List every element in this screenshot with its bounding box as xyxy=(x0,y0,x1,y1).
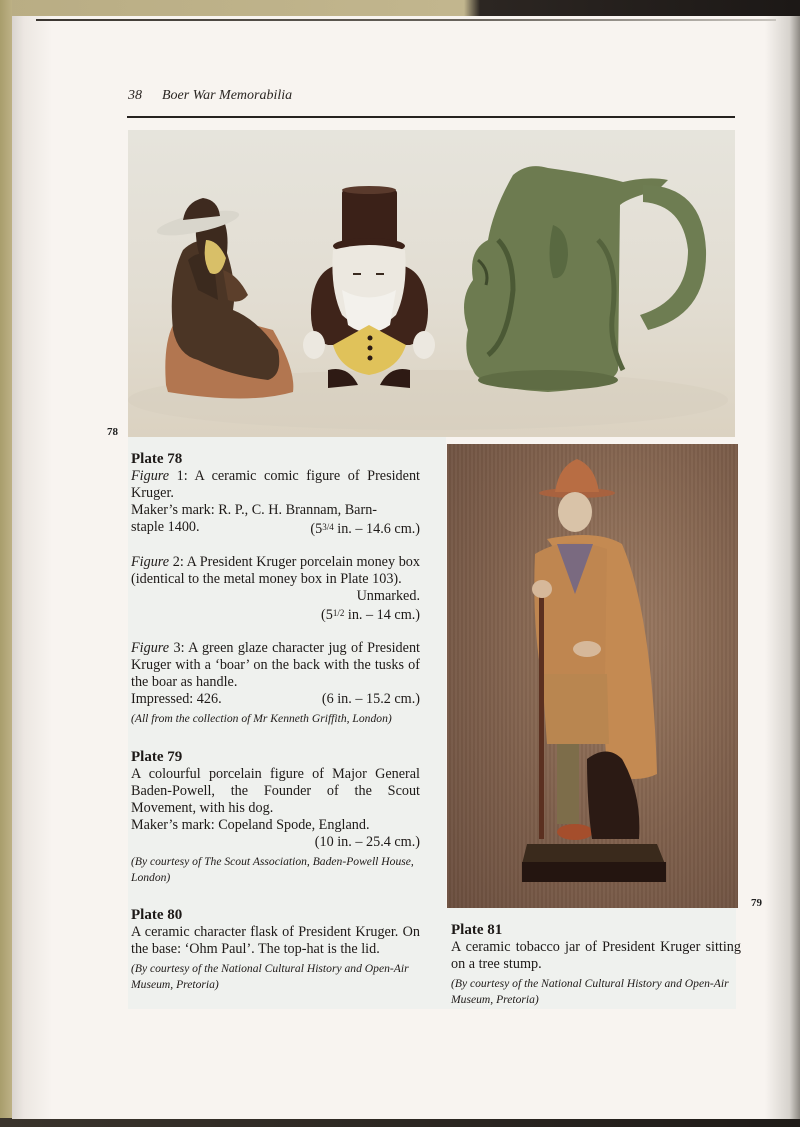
seated-kruger-figure xyxy=(155,198,293,399)
plate-79-size: (10 in. – 25.4 cm.) xyxy=(314,834,420,850)
running-head xyxy=(128,88,292,104)
baden-powell-figure-illustration xyxy=(447,444,738,908)
plate-81-credit: (By courtesy of the National Cultural History and Open-Air Museum, Pretoria) xyxy=(451,977,729,1006)
plate-78-figure-1: Figure 1: A ceramic comic figure of President Kruger. xyxy=(131,468,420,501)
plate-78-figure-2-size: ($5^{1/2}$ in. – 14 cm.) xyxy=(321,607,420,623)
caption-plate-80 xyxy=(131,906,420,993)
plate-79-credit: (By courtesy of The Scout Association, Baden-Powell House, London) xyxy=(131,855,414,884)
caption-plate-79 xyxy=(131,748,420,886)
caption-plate-81 xyxy=(451,921,741,1008)
scan-background-left xyxy=(0,0,12,1127)
page-number: 38 xyxy=(128,88,142,103)
plate-79-text: A colourful porcelain figure of Major General Baden-Powell, the Founder of the Scout Movement, with his dog. xyxy=(131,766,420,816)
plate-79-title: Plate 79 xyxy=(131,749,183,765)
plate-78-figure-3: Figure 3: A green glaze character jug of President Kruger with a ‘boar’ on the back with the tusks of the boar as handle. xyxy=(131,640,420,690)
scan-background-bottom xyxy=(0,1118,800,1127)
page-edge xyxy=(36,19,776,21)
plate-80-text: A ceramic character flask of President Kruger. On the base: ‘Ohm Paul’. The top-hat is the lid. xyxy=(131,924,420,957)
plate-78-figure-1-maker: Maker’s mark: R. P., C. H. Brannam, Barn- xyxy=(131,502,378,518)
photo-plate-79 xyxy=(447,444,738,908)
plate-78-title: Plate 78 xyxy=(131,451,183,467)
plate-number-79: 79 xyxy=(751,897,762,909)
plate-81-title: Plate 81 xyxy=(451,922,503,938)
plate-78-figure-2: Figure 2: A President Kruger porcelain money box (identical to the metal money box in Plate 103). xyxy=(131,554,420,587)
photo-plate-78 xyxy=(128,130,735,437)
green-face-jug xyxy=(464,166,706,392)
caption-plate-78 xyxy=(131,450,420,727)
plate-number-78: 78 xyxy=(107,426,118,438)
plate-80-credit: (By courtesy of the National Cultural History and Open-Air Museum, Pretoria) xyxy=(131,962,409,991)
plate-78-figure-2-mark: Unmarked. xyxy=(356,588,420,604)
top-hat-money-box xyxy=(303,186,435,388)
ceramic-figures-illustration xyxy=(128,130,735,437)
plate-80-title: Plate 80 xyxy=(131,907,183,923)
plate-78-credit: (All from the collection of Mr Kenneth Griffith, London) xyxy=(131,712,392,725)
header-rule xyxy=(127,116,735,118)
plate-79-maker: Maker’s mark: Copeland Spode, England. xyxy=(131,817,370,833)
plate-78-figure-1-size-row: staple 1400. ($5^{3/4}$ in. – 14.6 cm.) xyxy=(131,519,420,537)
book-title: Boer War Memorabilia xyxy=(162,88,293,103)
plate-78-figure-3-size-row: Impressed: 426. (6 in. – 15.2 cm.) xyxy=(131,691,420,707)
plate-81-text: A ceramic tobacco jar of President Kruger sitting on a tree stump. xyxy=(451,939,741,972)
